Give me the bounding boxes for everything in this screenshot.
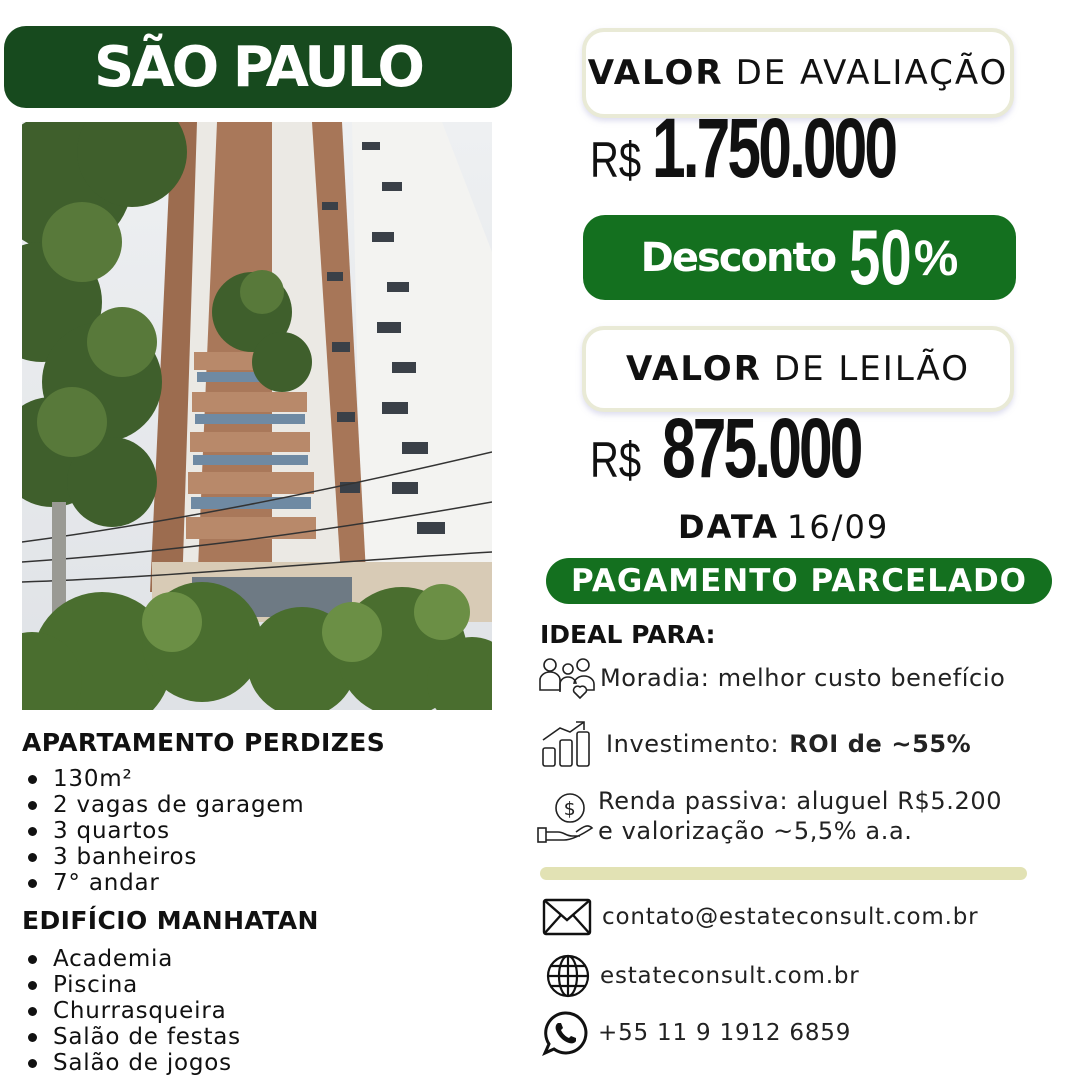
appraisal-price (590, 100, 990, 197)
ideal-moradia (538, 656, 1005, 700)
ideal-investimento (540, 720, 971, 768)
payment-badge (546, 558, 1052, 604)
apartment-features (22, 766, 305, 896)
auction-date (678, 508, 889, 546)
building-photo (22, 122, 492, 710)
money-hand-icon (536, 790, 596, 848)
globe-icon (546, 954, 590, 998)
svg-text:$: $ (563, 798, 577, 820)
divider (540, 867, 1027, 880)
list-item: 2 vagas de garagem (22, 792, 305, 818)
contact-website[interactable] (546, 954, 859, 998)
contact-phone[interactable] (542, 1010, 851, 1056)
renda-line-1: Renda passiva: aluguel R$5.200 (598, 787, 1003, 815)
auction-price (590, 400, 938, 497)
website-text[interactable]: estateconsult.com.br (600, 963, 860, 989)
ideal-renda (536, 786, 1002, 848)
renda-line-2: e valorização ~5,5% a.a. (598, 817, 913, 845)
whatsapp-icon (542, 1010, 588, 1056)
list-item: Salão de festas (22, 1024, 241, 1050)
invest-roi: ROI de ~55% (789, 730, 972, 758)
building-title: EDIFÍCIO MANHATAN (22, 906, 319, 935)
appraisal-label-bold: VALOR (587, 53, 724, 93)
auction-amount: 875.000 (661, 401, 861, 495)
appraisal-currency: R$ (590, 132, 642, 188)
mail-icon (542, 898, 592, 936)
list-item: Academia (22, 946, 241, 972)
email-text[interactable]: contato@estateconsult.com.br (602, 904, 979, 930)
list-item: 3 quartos (22, 818, 305, 844)
date-value: 16/09 (786, 508, 890, 546)
list-item: Churrasqueira (22, 998, 241, 1024)
discount-label: Desconto (640, 234, 836, 281)
city-banner (4, 26, 512, 108)
ideal-title: IDEAL PARA: (540, 620, 716, 649)
list-item: Piscina (22, 972, 241, 998)
growth-chart-icon (540, 720, 598, 768)
list-item: Salão de jogos (22, 1050, 241, 1076)
building-amenities (22, 946, 241, 1076)
appraisal-label-rest: DE AVALIAÇÃO (735, 53, 1009, 93)
list-item: 3 banheiros (22, 844, 305, 870)
invest-text: Investimento: (606, 730, 780, 758)
city-name: SÃO PAULO (93, 34, 423, 100)
date-label: DATA (678, 508, 779, 546)
contact-email[interactable] (542, 898, 978, 936)
apartment-title: APARTAMENTO PERDIZES (22, 728, 386, 757)
auction-label-bold: VALOR (626, 349, 762, 389)
list-item: 130m² (22, 766, 305, 792)
moradia-text: Moradia: melhor custo benefício (600, 664, 1006, 692)
discount-badge (583, 215, 1016, 300)
appraisal-amount: 1.750.000 (651, 101, 896, 195)
phone-text[interactable]: +55 11 9 1912 6859 (598, 1020, 852, 1046)
auction-currency: R$ (590, 432, 642, 488)
people-icon (538, 656, 596, 700)
discount-percent-sign: % (913, 229, 959, 286)
auction-label-rest: DE LEILÃO (773, 349, 970, 389)
discount-percent: 50 (849, 213, 912, 301)
payment-label: PAGAMENTO PARCELADO (570, 563, 1028, 599)
building-illustration (22, 122, 492, 710)
list-item: 7° andar (22, 870, 305, 896)
